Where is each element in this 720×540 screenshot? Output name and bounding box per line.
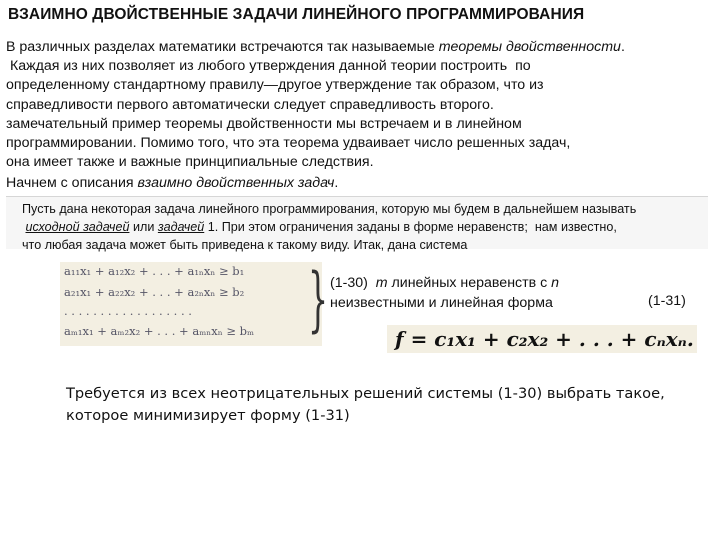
task-text: Требуется из всех неотрицательных решений системы (1-30) выбрать такое, [66,385,665,402]
begin-text: Начнем с описания [6,175,138,191]
intro-text: В различных разделах математики встречаются так называемые [6,39,439,55]
intro-line [6,38,718,57]
page-title: ВЗАИМНО ДВОЙСТВЕННЫЕ ЗАДАЧИ ЛИНЕЙНОГО ПРОГРАММИРОВАНИЯ [8,6,585,23]
description-text: неизвестными и линейная форма [330,295,553,311]
task-line [66,405,665,427]
description-text: (1-30) [330,275,376,291]
task-statement [66,383,665,427]
intro-text: она имеет также и важные принципиальные следствия. [6,154,374,171]
equation-reference: (1-31) [648,293,686,309]
intro-line [6,153,718,172]
given-line [22,218,712,236]
intro-emphasis: теоремы двойственности [438,39,621,55]
intro-text: программировании. Помимо того, что эта теорема удваивает число решенных задач, [6,135,571,152]
intro-line [6,134,718,153]
description-emphasis: n [551,275,560,291]
description-emphasis: m [375,275,388,291]
system-brace: } [308,258,329,340]
intro-line [6,96,718,115]
system-row: . . . . . . . . . . . . . . . . . . [64,304,192,318]
given-paragraph [22,200,712,254]
given-emphasis: задачей [157,220,205,234]
description-text: линейных неравенств с [387,275,552,291]
intro-line [6,76,718,95]
system-description-line [330,273,710,293]
intro-text: . [620,39,625,55]
intro-line [6,57,718,76]
task-line [66,383,665,405]
given-text: Пусть дана некоторая задача линейного программирования, которую мы будем в дальнейшем называть [22,202,637,216]
given-text: 1. При этом ограничения заданы в форме неравенств; нам известно, [204,220,617,234]
begin-text: . [334,175,339,191]
task-text: которое минимизирует форму (1-31) [66,407,350,424]
begin-emphasis: взаимно двойственных задач [137,175,335,191]
system-row: aₘ₁x₁ + aₘ₂x₂ + . . . + aₘₙxₙ ≥ bₘ [64,324,255,338]
intro-text: Каждая из них позволяет из любого утверждения данной теории построить по [6,58,531,75]
system-row: a₁₁x₁ + a₁₂x₂ + . . . + a₁ₙxₙ ≥ b₁ [64,264,245,278]
intro-line [6,115,718,134]
intro-text: замечательный пример теоремы двойственности мы встречаем и в линейном [6,115,522,132]
objective-function-formula: f = c₁x₁ + c₂x₂ + . . . + cₙxₙ. [387,325,697,353]
given-line [22,236,712,254]
intro-paragraph [6,38,718,172]
given-text: что любая задача может быть приведена к такому виду. Итак, дана система [22,238,468,252]
inequality-system-formula [60,258,329,346]
given-text: или [129,220,158,234]
intro-text: определенному стандартному правилу—другое утверждение так образом, что из [6,77,544,94]
given-line [22,200,712,218]
intro-text: справедливости первого автоматически следует справедливость второго. [6,96,494,113]
given-emphasis: исходной задачей [25,220,130,234]
system-row: a₂₁x₁ + a₂₂x₂ + . . . + a₂ₙxₙ ≥ b₂ [64,285,245,299]
begin-sentence [6,175,338,191]
